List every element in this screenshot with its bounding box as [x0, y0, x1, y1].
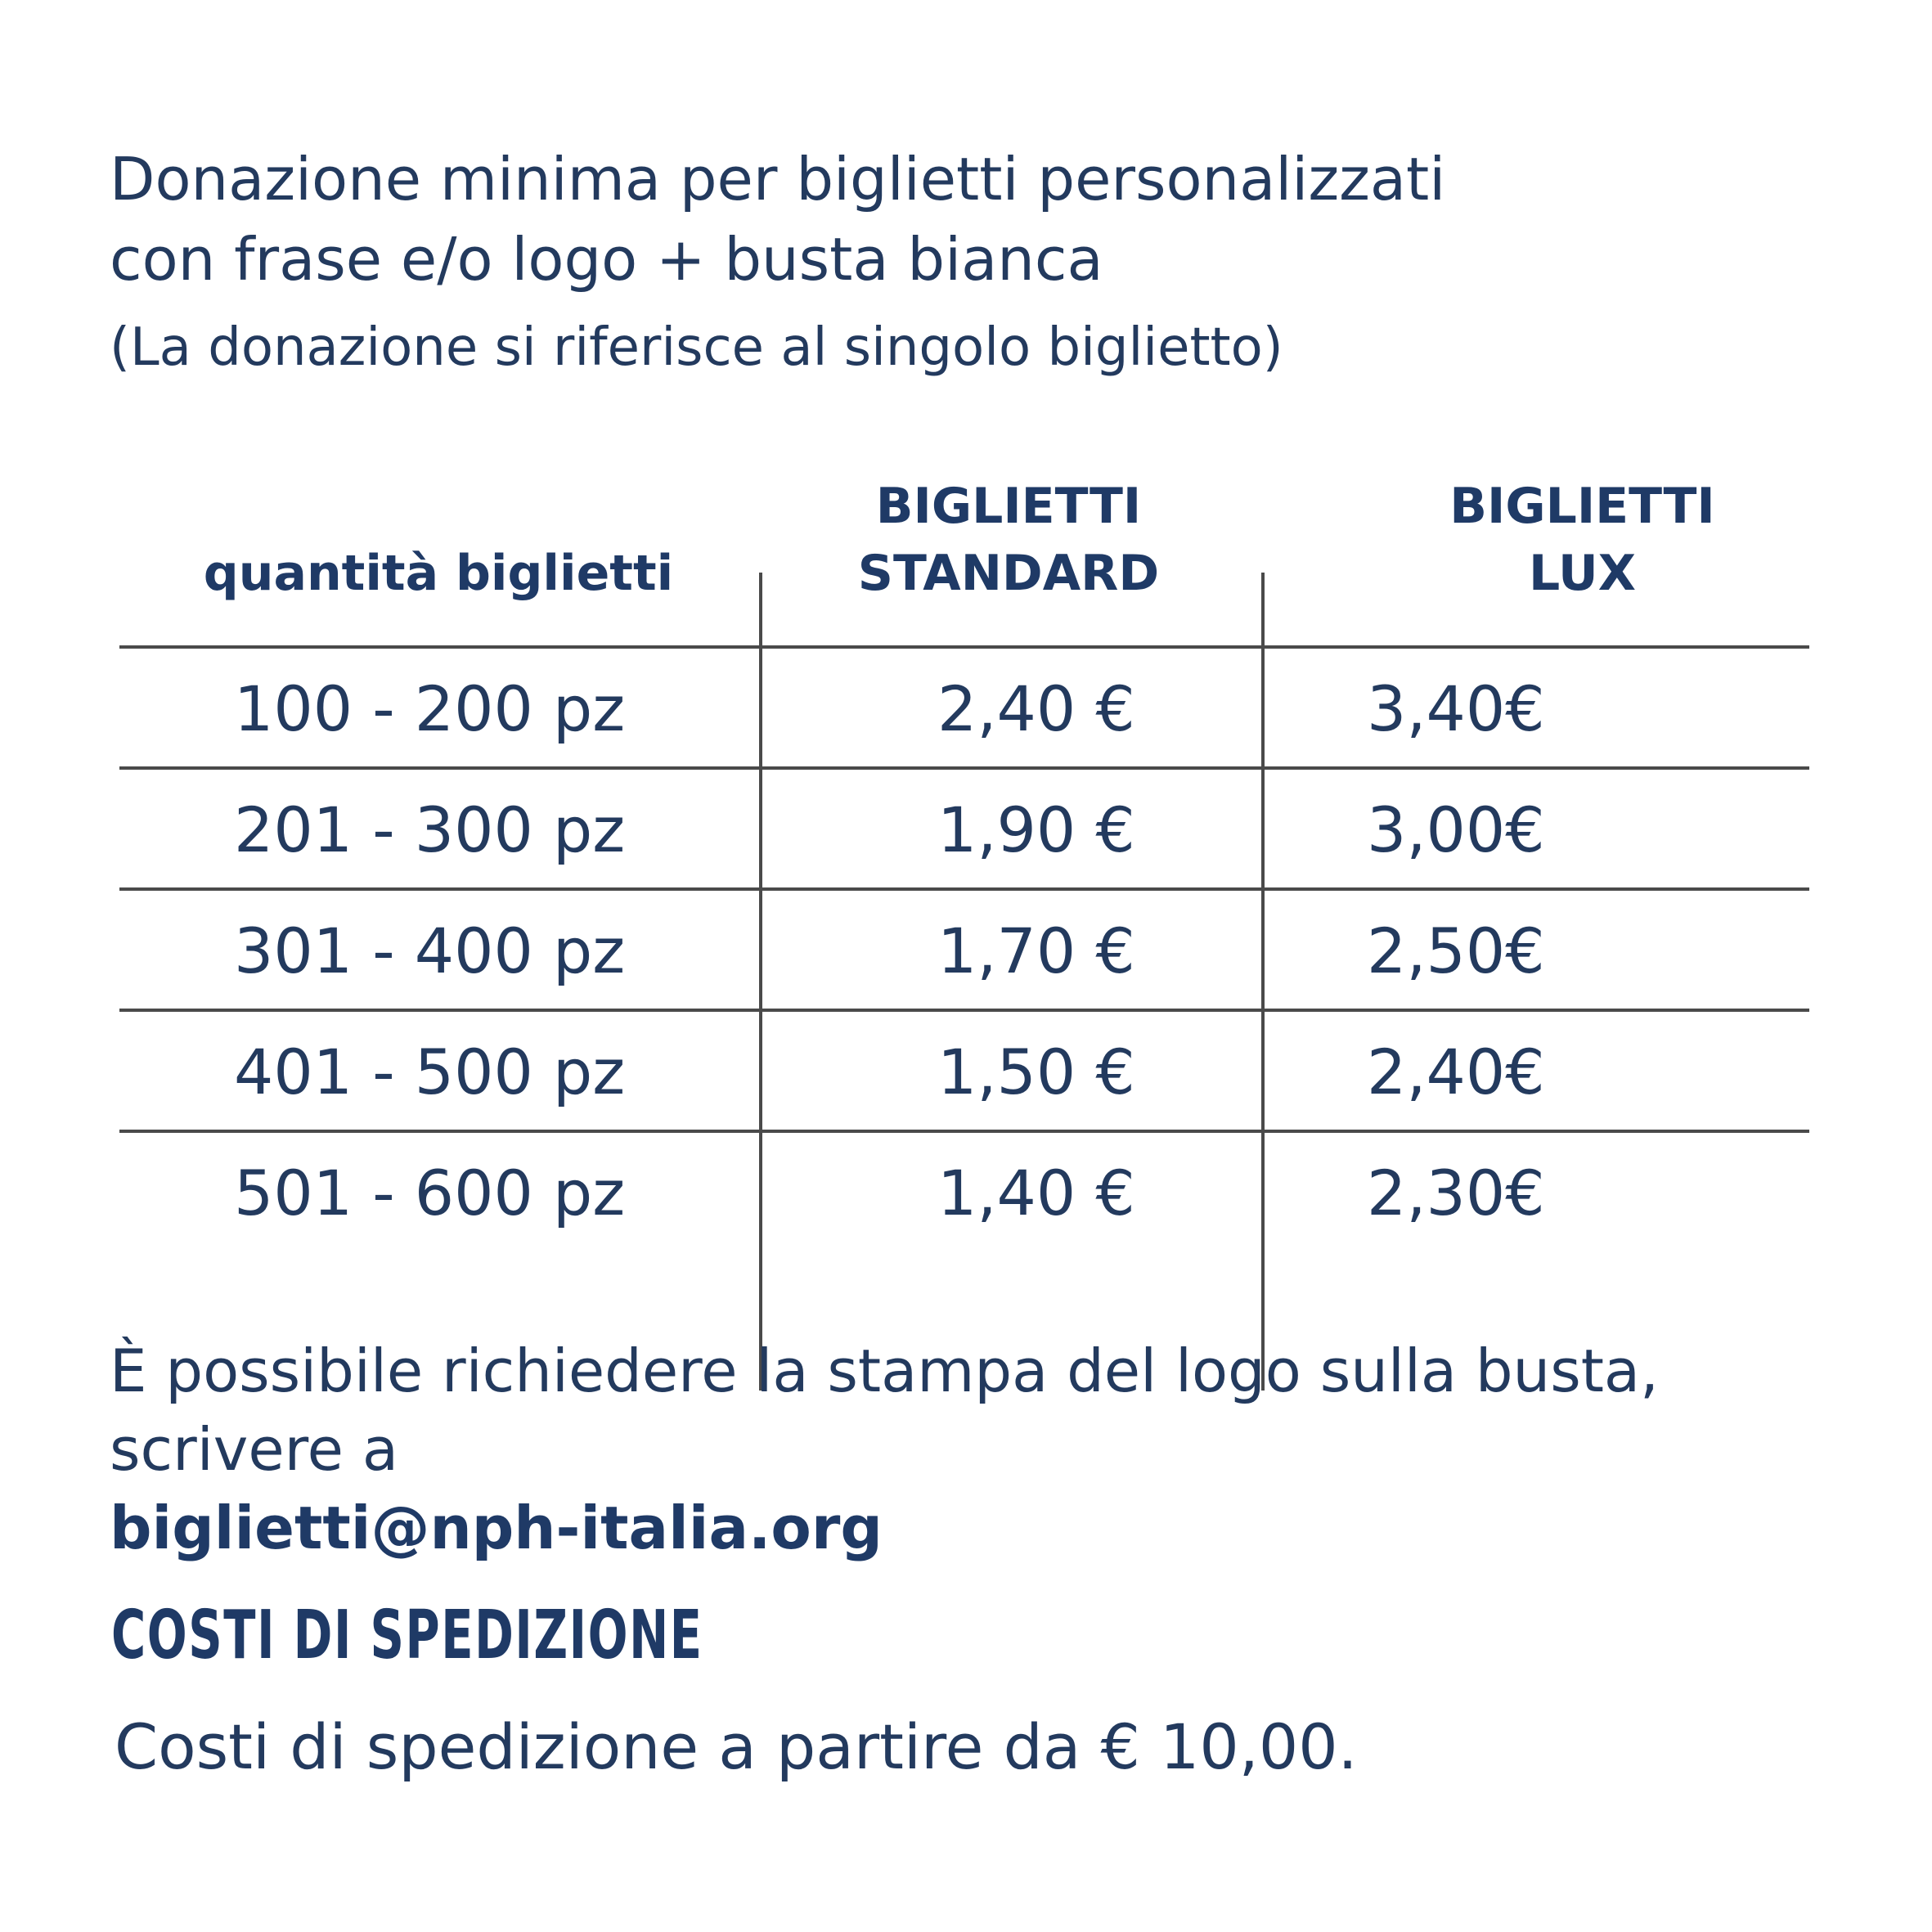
- lux-price-cell: 3,00€: [1367, 793, 1545, 866]
- column-header-standard-line-1: BIGLIETTI: [875, 478, 1142, 535]
- column-header-lux-line-1: BIGLIETTI: [1449, 478, 1715, 535]
- column-header-lux-line-2: LUX: [1528, 545, 1637, 602]
- lux-price-cell: 3,40€: [1367, 672, 1545, 745]
- table-row: [119, 645, 1809, 766]
- column-header-standard: [757, 473, 1260, 607]
- table-row: [119, 766, 1809, 887]
- note-line-2-prefix: scrivere a: [110, 1415, 398, 1484]
- lux-price-cell: 2,30€: [1367, 1157, 1545, 1229]
- standard-price-cell: 1,50 €: [937, 1036, 1135, 1108]
- logo-print-note: [110, 1332, 1659, 1567]
- shipping-heading: COSTI DI SPEDIZIONE: [111, 1597, 703, 1674]
- quantity-cell: 501 - 600 pz: [234, 1157, 626, 1229]
- page-title: [110, 139, 1746, 299]
- standard-price-cell: 1,90 €: [937, 793, 1135, 866]
- title-line-2: con frase e/o logo + busta bianca: [110, 225, 1103, 294]
- standard-price-cell: 1,40 €: [937, 1157, 1135, 1229]
- quantity-cell: 201 - 300 pz: [234, 793, 626, 866]
- quantity-cell: 401 - 500 pz: [234, 1036, 626, 1108]
- table-body: [119, 645, 1809, 1269]
- standard-price-cell: 2,40 €: [937, 672, 1135, 745]
- page-subtitle: (La donazione si riferisce al singolo biglietto): [110, 317, 1283, 378]
- lux-price-cell: 2,40€: [1367, 1036, 1545, 1108]
- note-line-2: [110, 1410, 1659, 1567]
- shipping-text: Costi di spedizione a partire da € 10,00.: [115, 1710, 1358, 1783]
- table-row: [119, 887, 1809, 1009]
- quantity-cell: 301 - 400 pz: [234, 914, 626, 987]
- email-link[interactable]: biglietti@nph-italia.org: [110, 1494, 883, 1562]
- title-line-1: Donazione minima per biglietti personalizzati: [110, 145, 1446, 213]
- quantity-cell: 100 - 200 pz: [234, 672, 626, 745]
- standard-price-cell: 1,70 €: [937, 914, 1135, 987]
- table-row: [119, 1130, 1809, 1269]
- column-header-standard-line-2: STANDARD: [857, 545, 1160, 602]
- column-header-quantity: quantità biglietti: [203, 545, 674, 602]
- table-row: [119, 1009, 1809, 1130]
- column-header-lux: [1260, 473, 1905, 607]
- lux-price-cell: 2,50€: [1367, 914, 1545, 987]
- note-line-1: È possibile richiedere la stampa del logo sulla busta,: [110, 1337, 1659, 1405]
